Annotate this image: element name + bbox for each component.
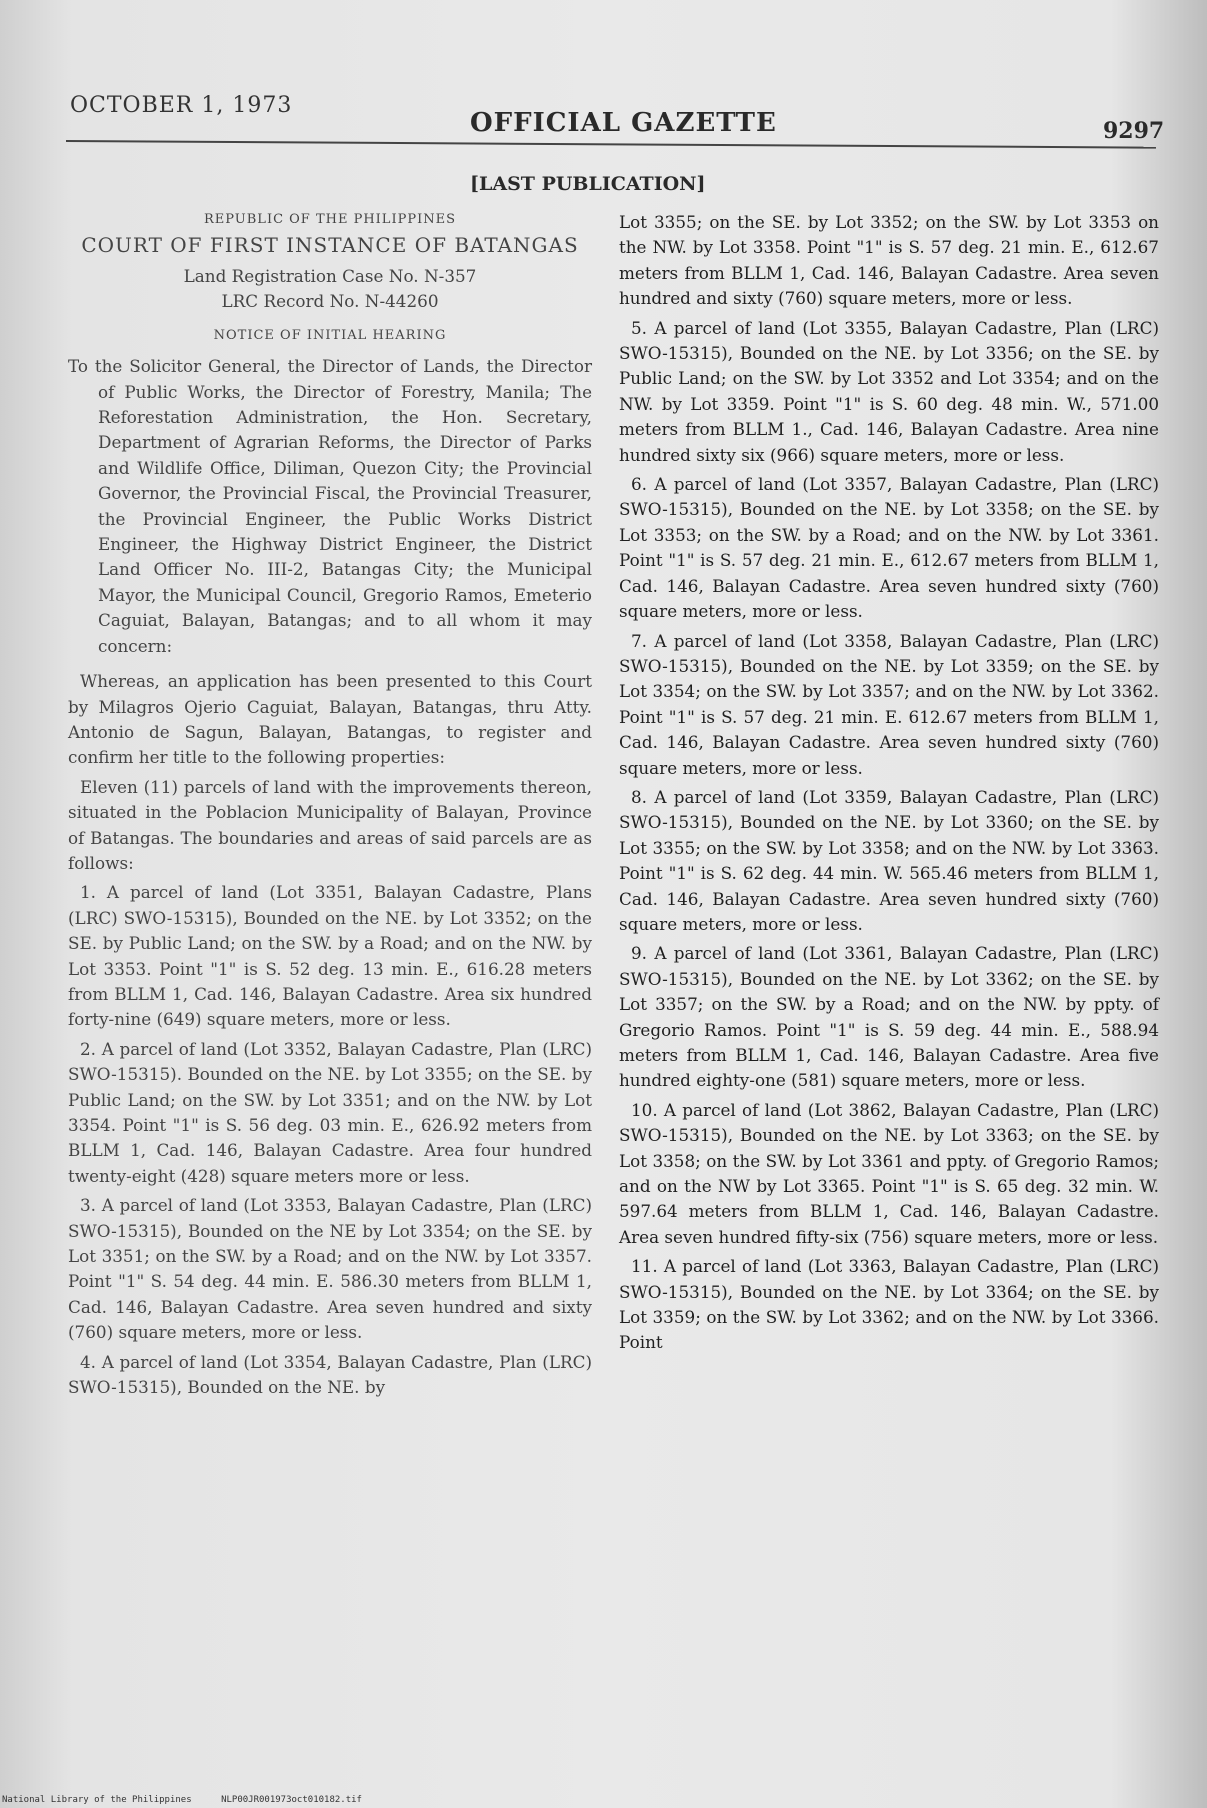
footer-file: NLP00JR001973oct010182.tif (221, 1795, 362, 1805)
record-number: LRC Record No. N-44260 (221, 291, 439, 312)
parcel-paragraph: 5. A parcel of land (Lot 3355, Balayan Cadastre, Plan (LRC) SWO-15315), Bounded on the NE. by Lot 3356; on the SE. by Public Land; on the SW. by Lot 3352 and Lot 3354; and on the NW. by Lot 3359. Point "1" is S. 60 deg. 48 min. W., 571.00 meters from BLLM 1., Cad. 146, Balayan Cadastre. Area nine hundred sixty six (966) square meters, more or less. (619, 317, 1159, 465)
addressee-paragraph: To the Solicitor General, the Director of Lands, the Director of Public Works, the Director of Forestry, Manila; The Reforestation Administration, the Hon. Secretary, Department of Agrarian Reforms, the Director of Parks and Wildlife Office, Diliman, Quezon City; the Provincial Governor, the Provincial Fiscal, the Provincial Treasurer, the Provincial Engineer, the Public Works District Engineer, the Highway District Engineer, the District Land Officer No. III-2, Batangas City; the Municipal Mayor, the Municipal Council, Gregorio Ramos, Emeterio Caguiat, Balayan, Batangas; and to all whom it may concern: (68, 356, 592, 656)
header-rule (66, 140, 1156, 149)
court-heading: COURT OF FIRST INSTANCE OF BATANGAS (81, 233, 579, 257)
parcel-continuation: Lot 3355; on the SE. by Lot 3352; on the SW. by Lot 3353 on the NW. by Lot 3358. Point "1" is S. 57 deg. 21 min. E., 612.67 meters from BLLM 1, Cad. 146, Balayan Cadastre. Area seven hundred and sixty (760) square meters, more or less. (619, 212, 1159, 309)
parcel-paragraph: 10. A parcel of land (Lot 3862, Balayan Cadastre, Plan (LRC) SWO-15315), Bounded on the NE. by Lot 3363; on the SE. by Lot 3358; on the SW. by Lot 3361 and ppty. of Gregorio Ramos; and on the NW by Lot 3365. Point "1" is S. 65 deg. 32 min. W. 597.64 meters from BLLM 1, Cad. 146, Balayan Cadastre. Area seven hundred fifty-six (756) square meters, more or less. (619, 1099, 1159, 1247)
parcel-paragraph: 8. A parcel of land (Lot 3359, Balayan Cadastre, Plan (LRC) SWO-15315), Bounded on the NE. by Lot 3360; on the SE. by Lot 3355; on the SW. by Lot 3358; and on the NW. by Lot 3363. Point "1" is S. 62 deg. 44 min. W. 565.46 meters from BLLM 1, Cad. 146, Balayan Cadastre. Area seven hundred sixty (760) square meters, more or less. (619, 786, 1159, 934)
parcel-paragraph: 6. A parcel of land (Lot 3357, Balayan Cadastre, Plan (LRC) SWO-15315), Bounded on the NE. by Lot 3358; on the SE. by Lot 3353; on the SW. by a Road; and on the NW. by Lot 3361. Point "1" is S. 57 deg. 21 min. E., 612.67 meters from BLLM 1, Cad. 146, Balayan Cadastre. Area seven hundred sixty (760) square meters, more or less. (619, 474, 1159, 622)
eleven-parcels-paragraph: Eleven (11) parcels of land with the improvements thereon, situated in the Poblacion Municipality of Balayan, Province of Batangas. The boundaries and areas of said parcels are as follows: (68, 776, 592, 873)
last-publication-label: [LAST PUBLICATION] (470, 173, 706, 195)
parcel-paragraph: 9. A parcel of land (Lot 3361, Balayan Cadastre, Plan (LRC) SWO-15315), Bounded on the NE. by Lot 3362; on the SE. by Lot 3357; on the SW. by a Road; and on the NW. by ppty. of Gregorio Ramos. Point "1" is S. 59 deg. 44 min. E., 588.94 meters from BLLM 1, Cad. 146, Balayan Cadastre. Area five hundred eighty-one (581) square meters, more or less. (619, 943, 1159, 1091)
whereas-paragraph: Whereas, an application has been presented to this Court by Milagros Ojerio Caguiat, Balayan, Batangas, thru Atty. Antonio de Sagun, Balayan, Batangas, to register and confirm her title to the following properties: (68, 671, 592, 768)
header-page-number: 9297 (1103, 118, 1165, 144)
footer-library: National Library of the Philippines (2, 1795, 192, 1805)
notice-title: NOTICE OF INITIAL HEARING (213, 327, 447, 343)
parcel-paragraph: 11. A parcel of land (Lot 3363, Balayan Cadastre, Plan (LRC) SWO-15315), Bounded on the NE. by Lot 3364; on the SE. by Lot 3359; on the SW. by Lot 3362; and on the NW. by Lot 3366. Point (619, 1256, 1159, 1353)
right-column (619, 210, 1159, 1360)
parcel-paragraph: 7. A parcel of land (Lot 3358, Balayan Cadastre, Plan (LRC) SWO-15315), Bounded on the NE. by Lot 3359; on the SE. by Lot 3354; on the SW. by Lot 3357; and on the NW. by Lot 3362. Point "1" is S. 57 deg. 21 min. E. 612.67 meters from BLLM 1, Cad. 146, Balayan Cadastre. Area seven hundred sixty (760) square meters, more or less. (619, 630, 1159, 778)
header-date: OCTOBER 1, 1973 (70, 93, 293, 118)
case-number: Land Registration Case No. N-357 (183, 266, 477, 286)
left-column (68, 210, 592, 1404)
parcel-paragraph: 2. A parcel of land (Lot 3352, Balayan Cadastre, Plan (LRC) SWO-15315). Bounded on the NE. by Lot 3355; on the SE. by Public Land; on the SW. by Lot 3351; and on the NW. by Lot 3354. Point "1" is S. 56 deg. 03 min. E., 626.92 meters from BLLM 1, Cad. 146, Balayan Cadastre. Area four hundred twenty-eight (428) square meters more or less. (68, 1038, 592, 1186)
parcel-paragraph: 1. A parcel of land (Lot 3351, Balayan Cadastre, Plans (LRC) SWO-15315), Bounded on the NE. by Lot 3352; on the SE. by Public Land; on the SW. by a Road; and on the NW. by Lot 3353. Point "1" is S. 52 deg. 13 min. E., 616.28 meters from BLLM 1, Cad. 146, Balayan Cadastre. Area six hundred forty-nine (649) square meters, more or less. (68, 882, 592, 1030)
parcel-paragraph: 3. A parcel of land (Lot 3353, Balayan Cadastre, Plan (LRC) SWO-15315), Bounded on the NE by Lot 3354; on the SE. by Lot 3351; on the SW. by a Road; and on the NW. by Lot 3357. Point "1" S. 54 deg. 44 min. E. 586.30 meters from BLLM 1, Cad. 146, Balayan Cadastre. Area seven hundred and sixty (760) square meters, more or less. (68, 1195, 592, 1343)
scan-footer (2, 1795, 386, 1805)
republic-heading: REPUBLIC OF THE PHILIPPINES (204, 212, 456, 227)
parcel-paragraph: 4. A parcel of land (Lot 3354, Balayan Cadastre, Plan (LRC) SWO-15315), Bounded on the NE. by (68, 1351, 592, 1398)
header-title: OFFICIAL GAZETTE (470, 108, 777, 138)
